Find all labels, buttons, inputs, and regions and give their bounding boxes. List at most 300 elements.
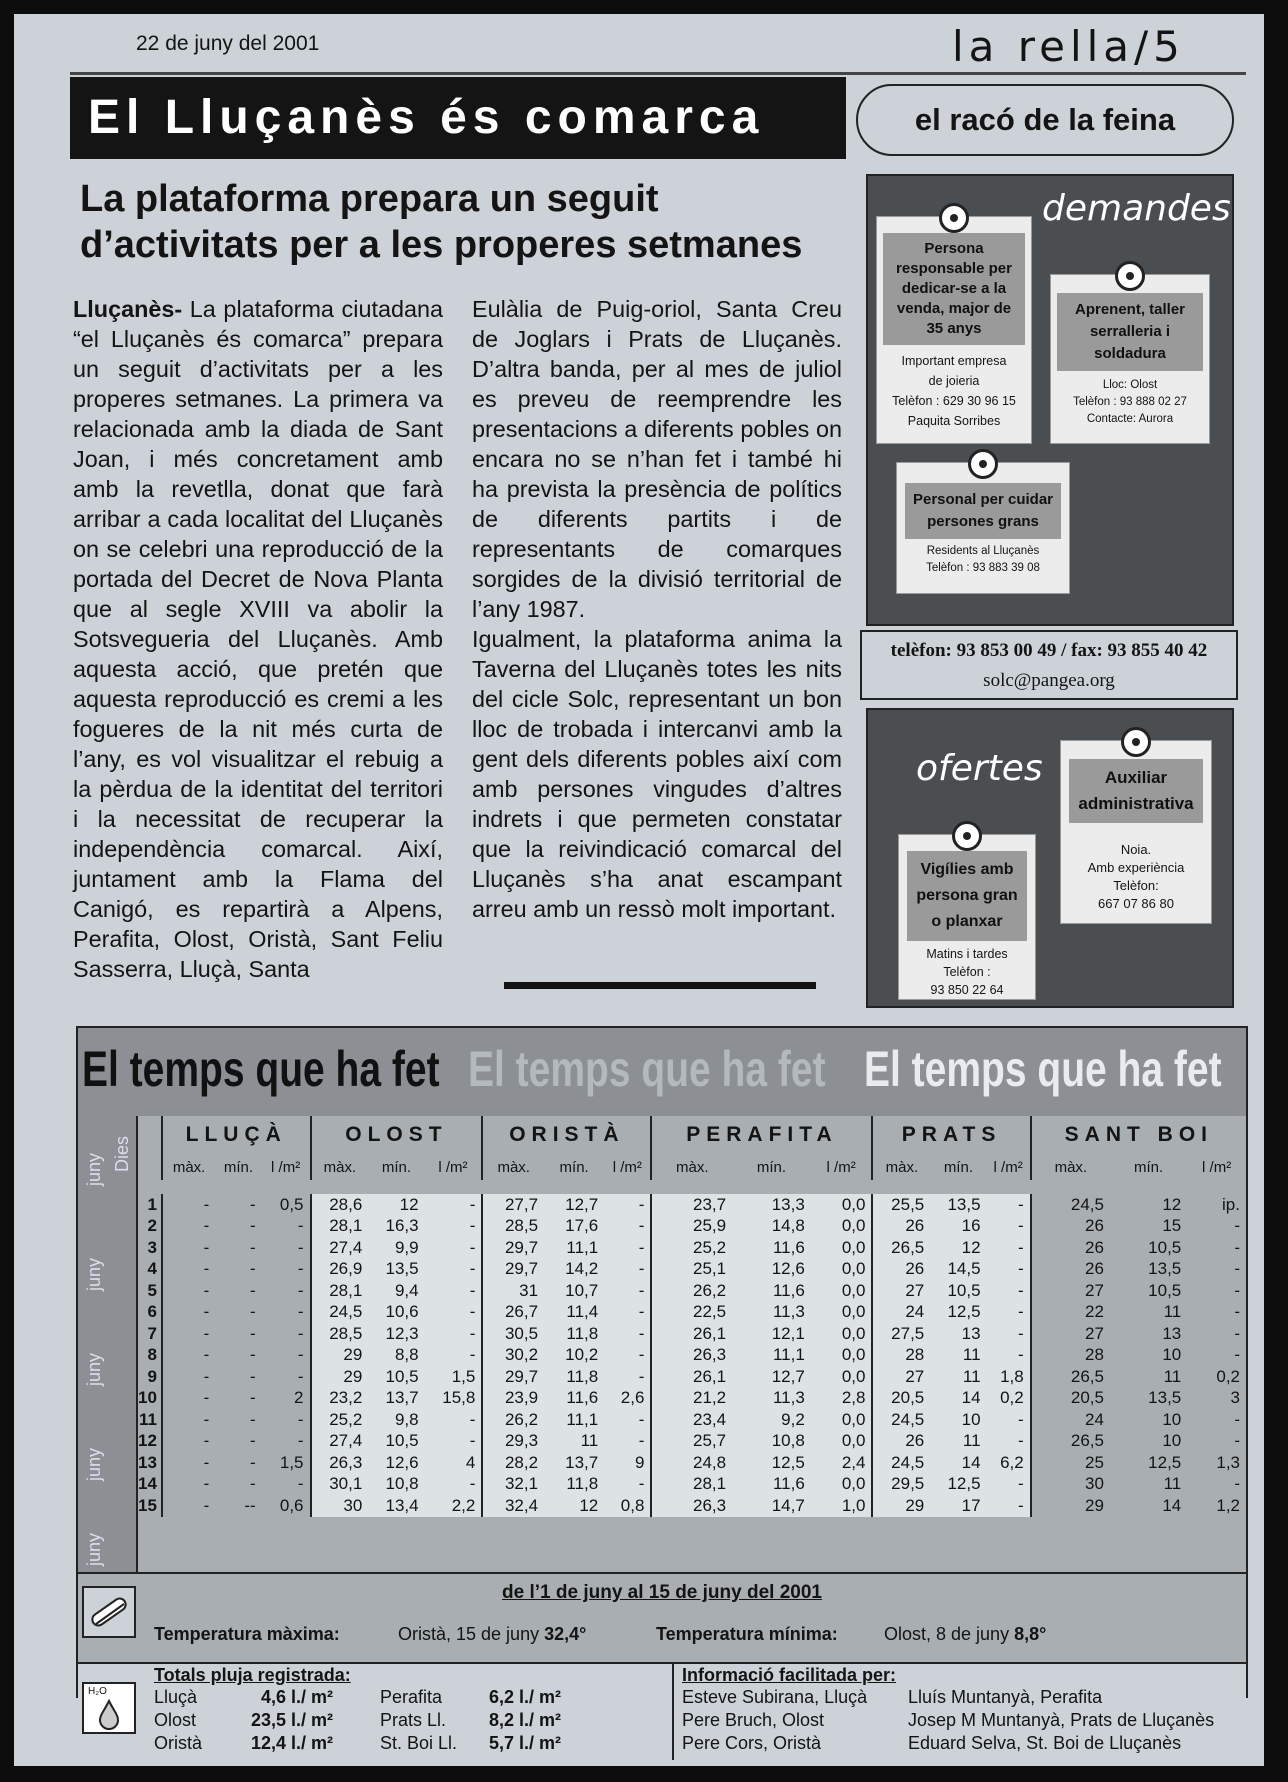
table-cell: 0,0 <box>811 1280 873 1302</box>
table-cell: - <box>1234 1345 1240 1365</box>
weather-period: de l’1 de juny al 15 de juny del 2001 <box>502 1582 822 1603</box>
table-cell: 20,5 <box>1031 1388 1110 1410</box>
table-cell: - <box>250 1345 256 1365</box>
pin-icon <box>952 821 982 851</box>
table-cell: - <box>1234 1259 1240 1279</box>
table-cell: 28,5 <box>482 1216 544 1238</box>
notice-line: Telèfon : 93 888 02 27 <box>1073 396 1187 408</box>
day-number: 11 <box>138 1409 157 1429</box>
table-cell: - <box>297 1345 304 1365</box>
table-cell: - <box>250 1431 256 1451</box>
table-cell: 25,5 <box>872 1194 930 1216</box>
table-cell: 13,5 <box>930 1194 986 1216</box>
table-cell: 0,2 <box>1216 1366 1240 1386</box>
rain-place: Olost <box>154 1710 197 1730</box>
table-cell: 25,7 <box>651 1431 732 1453</box>
side-label-month: juny <box>84 1152 104 1186</box>
side-label-month: juny <box>84 1447 104 1481</box>
table-cell: 26 <box>872 1431 930 1453</box>
rain-unit: l./ m² <box>519 1733 562 1753</box>
table-cell: 24,5 <box>311 1302 369 1324</box>
table-cell: 29 <box>1031 1495 1110 1517</box>
table-cell: 1,5 <box>425 1366 483 1388</box>
table-cell: - <box>297 1302 304 1322</box>
column-header: mín. <box>559 1158 589 1176</box>
table-cell: - <box>1234 1323 1240 1343</box>
table-cell: 2,6 <box>604 1388 651 1410</box>
column-header: màx. <box>651 1154 732 1180</box>
table-cell: 30,5 <box>482 1323 544 1345</box>
table-cell: - <box>425 1431 483 1453</box>
table-cell: 0,6 <box>279 1495 304 1515</box>
table-cell: - <box>297 1474 304 1494</box>
table-cell: 32,1 <box>482 1474 544 1496</box>
day-number: 1 <box>147 1194 157 1214</box>
table-cell: -- <box>244 1495 256 1515</box>
station-name: ORISTÀ <box>482 1116 651 1154</box>
article-column-1 <box>73 294 443 984</box>
day-col-subhead <box>138 1154 162 1180</box>
table-cell: 14,5 <box>930 1259 986 1281</box>
table-row <box>138 1409 1246 1431</box>
notice-card <box>876 216 1032 444</box>
table-cell: 24 <box>1031 1409 1110 1431</box>
table-cell: - <box>297 1323 304 1343</box>
table-cell: 26,3 <box>651 1345 732 1367</box>
table-cell: 23,7 <box>651 1194 732 1216</box>
table-cell: 12,6 <box>732 1259 811 1281</box>
table-cell: 1,2 <box>1216 1495 1240 1515</box>
info-item: Pere Bruch, Olost <box>682 1710 825 1730</box>
table-cell: 9,4 <box>368 1280 424 1302</box>
table-cell: 26 <box>872 1259 930 1281</box>
day-number: 13 <box>138 1452 157 1472</box>
table-cell: 10,8 <box>732 1431 811 1453</box>
table-cell: - <box>162 1194 215 1216</box>
table-cell: 24,5 <box>1031 1194 1110 1216</box>
notice-line: Noia. <box>1120 842 1152 857</box>
table-cell: - <box>425 1194 483 1216</box>
table-cell: 25,2 <box>651 1237 732 1259</box>
table-cell: 12,7 <box>544 1194 604 1216</box>
table-cell: 28,1 <box>311 1216 369 1238</box>
table-cell: 26 <box>1031 1216 1110 1238</box>
table-cell: - <box>604 1259 651 1281</box>
table-cell: 12,3 <box>368 1323 424 1345</box>
article-banner: El Lluçanès és comarca <box>70 77 846 159</box>
table-cell: 0,0 <box>811 1409 873 1431</box>
min-temp-where: Olost, 8 de juny <box>884 1624 1010 1644</box>
table-cell: 9,9 <box>368 1237 424 1259</box>
article-text-3: Igualment, la plataforma anima la Taverna del Lluçanès totes les nits del cicle Solc, representant un bon lloc de trobada i intercanvi amb la gent dels diferents pobles així com amb persones vingudes d’altres indrets i que permeten constatar que la reivindicació comarcal del Lluçanès s’ha anat escampant arreu amb un ressò molt important. <box>472 626 842 922</box>
thermometer-icon <box>82 1586 136 1638</box>
table-cell: 10,5 <box>930 1280 986 1302</box>
table-cell: 16 <box>930 1216 986 1238</box>
table-cell: 11 <box>930 1345 986 1367</box>
table-cell: - <box>1234 1431 1240 1451</box>
table-row <box>138 1388 1246 1410</box>
table-cell: - <box>604 1237 651 1259</box>
notice-line: de joieria <box>928 374 980 388</box>
column-header: l /m² <box>438 1158 468 1176</box>
table-cell: - <box>250 1216 256 1236</box>
table-cell: 12,5 <box>930 1474 986 1496</box>
table-cell: 10,6 <box>368 1302 424 1324</box>
table-cell: 29 <box>872 1495 930 1517</box>
notice-line: Lloc: Olost <box>1102 379 1158 391</box>
table-cell: 14 <box>930 1452 986 1474</box>
article-lead: Lluçanès- <box>73 296 183 322</box>
table-cell: 2,2 <box>425 1495 483 1517</box>
table-cell: - <box>425 1302 483 1324</box>
pin-icon <box>939 203 969 233</box>
table-cell: 12 <box>544 1495 604 1517</box>
table-cell: 27 <box>872 1366 930 1388</box>
table-cell: 11,4 <box>544 1302 604 1324</box>
table-cell: - <box>425 1216 483 1238</box>
station-name: OLOST <box>311 1116 483 1154</box>
weather-table <box>138 1116 1246 1517</box>
table-cell: 11 <box>544 1431 604 1453</box>
column-header: mín. <box>756 1158 787 1176</box>
min-temp-label: Temperatura mínima: <box>656 1624 838 1644</box>
weather-title: El temps que ha fet <box>82 1041 440 1097</box>
table-cell: - <box>250 1280 256 1300</box>
table-cell: 0,0 <box>811 1216 873 1238</box>
table-cell: - <box>604 1431 651 1453</box>
table-row <box>138 1302 1246 1324</box>
station-name: LLUÇÀ <box>162 1116 311 1154</box>
table-cell: - <box>250 1323 256 1343</box>
table-cell: 16,3 <box>368 1216 424 1238</box>
table-cell: - <box>250 1302 256 1322</box>
table-cell: 26 <box>1031 1237 1110 1259</box>
table-cell: - <box>162 1323 215 1345</box>
notice-card <box>896 462 1070 594</box>
rain-info-strip <box>78 1662 1246 1758</box>
table-row <box>138 1280 1246 1302</box>
rain-unit: l./ m² <box>519 1687 562 1707</box>
table-cell: - <box>604 1474 651 1496</box>
table-cell: - <box>162 1431 215 1453</box>
table-cell: 11,6 <box>732 1280 811 1302</box>
table-row <box>138 1495 1246 1517</box>
table-cell: - <box>987 1216 1031 1238</box>
table-cell: 12,5 <box>732 1452 811 1474</box>
table-cell: 0,0 <box>811 1194 873 1216</box>
table-cell: 13,5 <box>368 1259 424 1281</box>
table-cell: 13,7 <box>368 1388 424 1410</box>
table-cell: 26 <box>1031 1259 1110 1281</box>
table-cell: 11,8 <box>544 1474 604 1496</box>
column-header: l /m² <box>826 1158 856 1176</box>
info-item: Pere Cors, Oristà <box>682 1733 822 1753</box>
weather-section <box>76 1026 1248 1753</box>
table-cell: - <box>162 1345 215 1367</box>
table-cell: 11,1 <box>544 1409 604 1431</box>
max-temp-place <box>398 1624 586 1645</box>
article-end-rule <box>504 982 816 989</box>
notice-heading: Vigílies amb persona gran o planxar <box>907 851 1027 941</box>
table-cell: 12 <box>368 1194 424 1216</box>
table-cell: 12,7 <box>732 1366 811 1388</box>
table-cell: 14,7 <box>732 1495 811 1517</box>
table-cell: 26,7 <box>482 1302 544 1324</box>
table-cell: - <box>250 1409 256 1429</box>
weather-title-band <box>78 1028 1246 1116</box>
table-cell: - <box>162 1474 215 1496</box>
table-cell: ip. <box>1222 1194 1240 1214</box>
table-cell: 27 <box>1031 1323 1110 1345</box>
table-cell: 26,3 <box>651 1495 732 1517</box>
day-col-head <box>138 1116 162 1154</box>
top-rule <box>70 72 1246 75</box>
table-cell: 11 <box>930 1431 986 1453</box>
rain-value: 5,7 <box>488 1733 514 1753</box>
side-label-month: juny <box>84 1257 104 1291</box>
table-cell: - <box>297 1280 304 1300</box>
contact-phone: telèfon: 93 853 00 49 / fax: 93 855 40 42 <box>890 640 1208 661</box>
column-header: l /m² <box>612 1158 642 1176</box>
table-cell: 11 <box>1163 1366 1182 1386</box>
column-header: l /m² <box>271 1158 301 1176</box>
table-cell: - <box>425 1237 483 1259</box>
table-cell: 26,1 <box>651 1366 732 1388</box>
table-cell: 12 <box>930 1237 986 1259</box>
table-cell: 0,0 <box>811 1302 873 1324</box>
table-cell: 30 <box>1031 1474 1110 1496</box>
rain-place: St. Boi Ll. <box>380 1733 458 1753</box>
table-cell: - <box>250 1237 256 1257</box>
table-cell: 0,8 <box>604 1495 651 1517</box>
info-title: Informació facilitada per: <box>682 1665 897 1685</box>
table-cell: - <box>162 1388 215 1410</box>
table-cell: 11 <box>1163 1302 1182 1322</box>
table-cell: 14,2 <box>544 1259 604 1281</box>
table-cell: 30,1 <box>311 1474 369 1496</box>
table-cell: - <box>162 1409 215 1431</box>
table-cell: 11,6 <box>544 1388 604 1410</box>
info-item: Josep M Muntanyà, Prats de Lluçanès <box>908 1710 1215 1730</box>
table-cell: 25 <box>1031 1452 1110 1474</box>
rain-place: Prats Ll. <box>380 1710 447 1730</box>
table-cell: - <box>250 1194 256 1214</box>
table-cell: 11 <box>1163 1474 1182 1494</box>
table-cell: - <box>250 1388 256 1408</box>
table-cell: 11,3 <box>732 1388 811 1410</box>
table-cell: 26,2 <box>482 1409 544 1431</box>
rain-row <box>380 1732 561 1755</box>
table-row <box>138 1216 1246 1238</box>
table-cell: 10 <box>1162 1345 1182 1365</box>
contact-email[interactable]: solc@pangea.org <box>983 670 1115 691</box>
table-row <box>138 1452 1246 1474</box>
table-cell: 26,2 <box>651 1280 732 1302</box>
table-cell: 17 <box>930 1495 986 1517</box>
article-text-2: Eulàlia de Puig-oriol, Santa Creu de Joglars i Prats de Lluçanès. D’altra banda, per al mes de juliol es preveu de reemprendre les presentacions a diferents pobles on encara no se n’han fet i també hi ha prevista la presència de polítics de diferents partits i de representants de comarques sorgides de la divisió territorial de l’any 1987. <box>472 296 842 622</box>
table-cell: - <box>987 1431 1031 1453</box>
table-cell: - <box>604 1194 651 1216</box>
table-cell: - <box>162 1495 215 1517</box>
table-cell: 30,2 <box>482 1345 544 1367</box>
table-cell: 26,5 <box>1031 1431 1110 1453</box>
table-row <box>138 1366 1246 1388</box>
table-cell: - <box>604 1302 651 1324</box>
notice-heading: Aprenent, taller serralleria i soldadura <box>1057 293 1203 371</box>
table-cell: - <box>162 1452 215 1474</box>
weather-side-band <box>78 1116 138 1572</box>
table-row <box>138 1323 1246 1345</box>
notice-heading: Auxiliar administrativa <box>1069 759 1203 823</box>
pin-icon <box>968 449 998 479</box>
table-cell: 27,4 <box>311 1237 369 1259</box>
table-cell: - <box>297 1366 304 1386</box>
article-column-2 <box>472 294 842 924</box>
table-cell: - <box>604 1345 651 1367</box>
table-cell: 0,0 <box>811 1237 873 1259</box>
table-row <box>138 1259 1246 1281</box>
table-cell: 27,5 <box>872 1323 930 1345</box>
max-temp-value: 32,4° <box>544 1624 587 1644</box>
table-cell: - <box>987 1345 1031 1367</box>
table-cell: 20,5 <box>872 1388 930 1410</box>
table-cell: 21,2 <box>651 1388 732 1410</box>
notice-line: 93 850 22 64 <box>930 983 1004 997</box>
table-cell: 23,4 <box>651 1409 732 1431</box>
table-cell: 25,2 <box>311 1409 369 1431</box>
table-cell: - <box>425 1345 483 1367</box>
day-number: 10 <box>138 1388 157 1408</box>
table-cell: - <box>604 1366 651 1388</box>
table-cell: 10,5 <box>368 1366 424 1388</box>
table-row <box>138 1431 1246 1453</box>
info-item: Eduard Selva, St. Boi de Lluçanès <box>908 1733 1182 1753</box>
table-cell: 9,8 <box>368 1409 424 1431</box>
day-number: 12 <box>138 1431 157 1451</box>
table-cell: 10,5 <box>368 1431 424 1453</box>
table-cell: 26,9 <box>311 1259 369 1281</box>
table-cell: 8,8 <box>368 1345 424 1367</box>
notice-heading: Persona responsable per dedicar-se a la venda, major de 35 anys <box>883 233 1025 345</box>
table-cell: 26,1 <box>651 1323 732 1345</box>
table-cell: - <box>604 1409 651 1431</box>
table-cell: - <box>297 1259 304 1279</box>
notice-card <box>1060 740 1212 924</box>
table-cell: 13,3 <box>732 1194 811 1216</box>
info-list-a <box>682 1686 867 1755</box>
table-row <box>138 1474 1246 1496</box>
notice-line: Telèfon : <box>943 965 991 979</box>
table-cell: - <box>604 1280 651 1302</box>
table-cell: 11,1 <box>544 1237 604 1259</box>
h2o-label: H₂O <box>88 1686 107 1697</box>
rain-drop-icon <box>82 1682 136 1734</box>
table-cell: 26,3 <box>311 1452 369 1474</box>
table-cell: 28 <box>872 1345 930 1367</box>
rain-list-a <box>154 1686 333 1755</box>
newspaper-page <box>14 14 1264 1766</box>
article-text-1: La plataforma ciutadana “el Lluçanès és comarca” prepara un seguit d’activitats per a les properes setmanes. La primera va relacionada amb la diada de Sant Joan, i més concretament amb amb la revetlla, donat que farà arribar a cada localitat del Lluçanès on se celebri una reproducció de la portada del Decret de Nova Planta que al segle XVIII va abolir la Sotsvegueria del Lluçanès. Amb aquesta acció, que pretén que aquesta reproducció es cremi a les fogueres de la nit més curta de l’any, es vol visualitzar el rebuig a la pèrdua de la identitat del territori i la necessitat de recuperar la independència comarcal. Així, juntament amb la Flama del Canigó, es repartirà a Alpens, Perafita, Olost, Oristà, Sant Feliu Sasserra, Lluçà, Santa <box>73 296 443 982</box>
table-cell: 29,7 <box>482 1237 544 1259</box>
notice-heading: Personal per cuidar persones grans <box>905 483 1061 539</box>
table-cell: 29 <box>311 1345 369 1367</box>
table-cell: 26 <box>872 1216 930 1238</box>
table-cell: - <box>162 1280 215 1302</box>
table-cell: 1,5 <box>279 1452 304 1472</box>
table-cell: 2 <box>294 1388 304 1408</box>
table-cell: 29,5 <box>872 1474 930 1496</box>
notice-line: 667 07 86 80 <box>1098 896 1174 911</box>
max-temp-where: Oristà, 15 de juny <box>398 1624 540 1644</box>
table-cell: 15,8 <box>425 1388 483 1410</box>
notice-line: Contacte: Aurora <box>1086 413 1174 425</box>
table-row <box>138 1237 1246 1259</box>
table-cell: - <box>425 1323 483 1345</box>
table-cell: 9 <box>604 1452 651 1474</box>
station-name: SANT BOI <box>1031 1116 1246 1154</box>
table-cell: 12 <box>1162 1194 1182 1214</box>
day-number: 3 <box>147 1237 157 1257</box>
table-cell: - <box>250 1259 256 1279</box>
rain-value: 4,6 <box>260 1687 286 1707</box>
day-number: 9 <box>147 1366 157 1386</box>
table-cell: 0,0 <box>811 1431 873 1453</box>
table-cell: - <box>1234 1302 1240 1322</box>
issue-date: 22 de juny del 2001 <box>136 32 320 55</box>
column-header: màx. <box>1031 1154 1110 1180</box>
day-number: 2 <box>147 1216 157 1236</box>
weather-title-echo: El temps que ha fet <box>468 1041 826 1097</box>
table-cell: - <box>162 1216 215 1238</box>
table-cell: - <box>162 1366 215 1388</box>
table-cell: 26,5 <box>872 1237 930 1259</box>
table-cell: 17,6 <box>544 1216 604 1238</box>
column-header: mín. <box>1134 1158 1164 1176</box>
notice-line: Residents al Lluçanès <box>926 545 1040 557</box>
day-number: 14 <box>138 1474 157 1494</box>
table-cell: 28,2 <box>482 1452 544 1474</box>
table-cell: 1,0 <box>811 1495 873 1517</box>
table-cell: 27 <box>872 1280 930 1302</box>
column-header: mín. <box>381 1158 412 1176</box>
notice-line: Telèfon : 93 883 39 08 <box>926 562 1040 574</box>
table-cell: - <box>1234 1216 1240 1236</box>
rain-place: Oristà <box>154 1733 203 1753</box>
table-cell: 0,2 <box>987 1388 1031 1410</box>
demandes-panel <box>866 174 1234 626</box>
table-cell: 31 <box>482 1280 544 1302</box>
table-cell: - <box>297 1237 304 1257</box>
table-cell: 11,8 <box>544 1323 604 1345</box>
day-number: 7 <box>147 1323 157 1343</box>
table-cell: 29,7 <box>482 1259 544 1281</box>
table-cell: 1,8 <box>987 1366 1031 1388</box>
column-header: l /m² <box>1202 1158 1232 1176</box>
table-cell: 12,6 <box>368 1452 424 1474</box>
table-cell: 23,9 <box>482 1388 544 1410</box>
pin-icon <box>1115 261 1145 291</box>
table-cell: - <box>162 1302 215 1324</box>
table-row <box>138 1345 1246 1367</box>
table-cell: 11,6 <box>732 1237 811 1259</box>
table-cell: 13,5 <box>1148 1388 1182 1408</box>
article-subhead: La plataforma prepara un seguit d’activitats per a les properes setmanes <box>80 178 803 266</box>
column-header: màx. <box>482 1154 544 1180</box>
table-cell: 29 <box>311 1366 369 1388</box>
table-cell: 13 <box>1162 1323 1182 1343</box>
table-cell: 27,7 <box>482 1194 544 1216</box>
min-temp-place <box>884 1624 1046 1645</box>
